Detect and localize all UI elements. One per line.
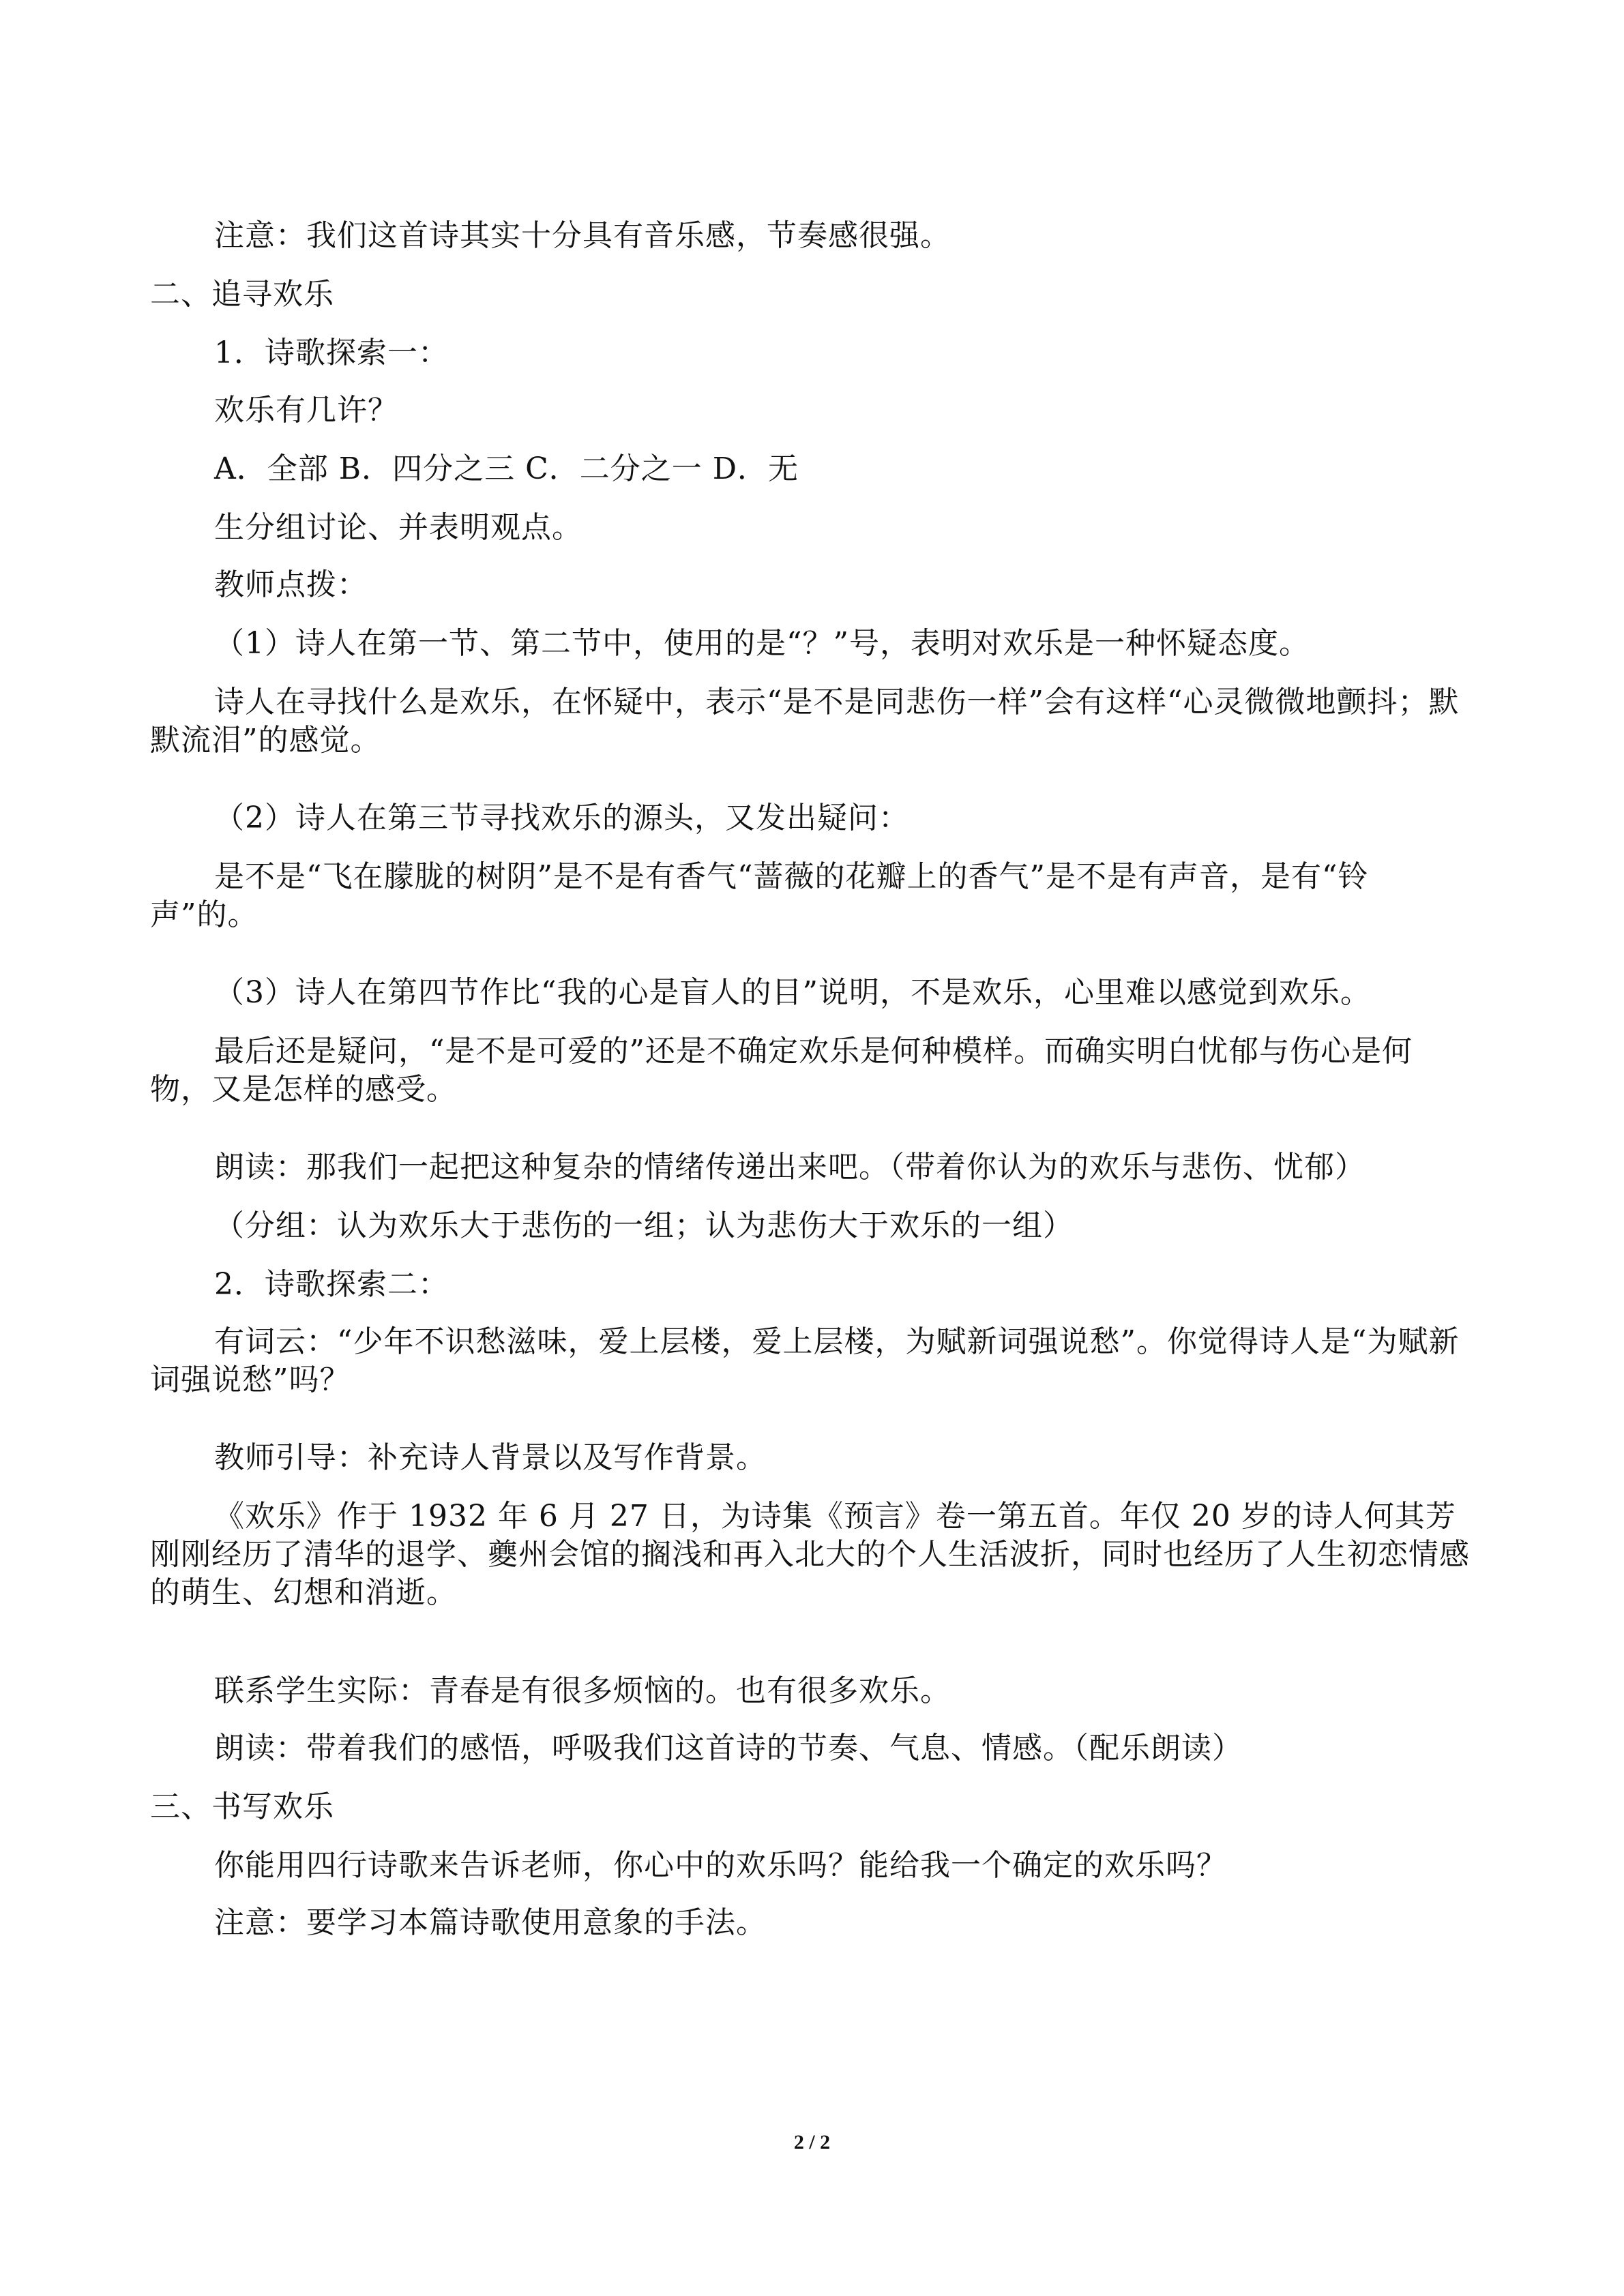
paragraph: 注意：要学习本篇诗歌使用意象的手法。 xyxy=(214,1905,767,1940)
answer-options: A．全部 B．四分之三 C．二分之一 D．无 xyxy=(214,451,799,486)
subsection-heading-2: 2．诗歌探索二： xyxy=(214,1267,449,1302)
paragraph: 教师引导：补充诗人背景以及写作背景。 xyxy=(214,1440,767,1475)
paragraph: 朗读：带着我们的感悟，呼吸我们这首诗的节奏、气息、情感。（配乐朗读） xyxy=(214,1731,1243,1765)
paragraph: （1）诗人在第一节、第二节中，使用的是“？”号，表明对欢乐是一种怀疑态度。 xyxy=(214,626,1310,661)
paragraph: 有词云：“少年不识愁滋味，爱上层楼，爱上层楼，为赋新词强说愁”。你觉得诗人是“为赋新词强说愁”吗？ xyxy=(150,1324,1460,1397)
paragraph: 生分组讨论、并表明观点。 xyxy=(214,510,582,545)
subsection-heading-1: 1．诗歌探索一： xyxy=(214,336,449,370)
paragraph: 是不是“飞在朦胧的树阴”是不是有香气“蔷薇的花瓣上的香气”是不是有声音，是有“铃声”的。 xyxy=(150,859,1369,932)
paragraph: 《欢乐》作于 1932 年 6 月 27 日，为诗集《预言》卷一第五首。年仅 20 岁的诗人何其芳刚刚经历了清华的退学、夔州会馆的搁浅和再入北大的个人生活波折，同时也经历了人生初恋情感的萌生、幻想和消逝。 xyxy=(150,1499,1470,1610)
paragraph: 最后还是疑问，“是不是可爱的”还是不确定欢乐是何种模样。而确实明白忧郁与伤心是何物，又是怎样的感受。 xyxy=(150,1034,1413,1107)
section-heading-2: 二、追寻欢乐 xyxy=(150,277,334,312)
paragraph: 教师点拨： xyxy=(214,567,368,602)
section-heading-3: 三、书写欢乐 xyxy=(150,1789,334,1824)
question-text: 欢乐有几许？ xyxy=(214,393,398,428)
page-number: 2 / 2 xyxy=(793,2131,831,2153)
paragraph: 朗读：那我们一起把这种复杂的情绪传递出来吧。（带着你认为的欢乐与悲伤、忧郁） xyxy=(214,1150,1365,1184)
paragraph: （2）诗人在第三节寻找欢乐的源头，又发出疑问： xyxy=(214,801,909,835)
note-rhythm: 注意：我们这首诗其实十分具有音乐感，节奏感很强。 xyxy=(214,218,951,253)
paragraph: （3）诗人在第四节作比“我的心是盲人的目”说明，不是欢乐，心里难以感觉到欢乐。 xyxy=(214,975,1371,1010)
paragraph: 诗人在寻找什么是欢乐，在怀疑中，表示“是不是同悲伤一样”会有这样“心灵微微地颤抖；默默流泪”的感觉。 xyxy=(150,685,1460,758)
paragraph: （分组：认为欢乐大于悲伤的一组；认为悲伤大于欢乐的一组） xyxy=(214,1208,1074,1243)
paragraph: 联系学生实际：青春是有很多烦恼的。也有很多欢乐。 xyxy=(214,1673,951,1708)
paragraph: 你能用四行诗歌来告诉老师，你心中的欢乐吗？能给我一个确定的欢乐吗？ xyxy=(214,1848,1227,1883)
